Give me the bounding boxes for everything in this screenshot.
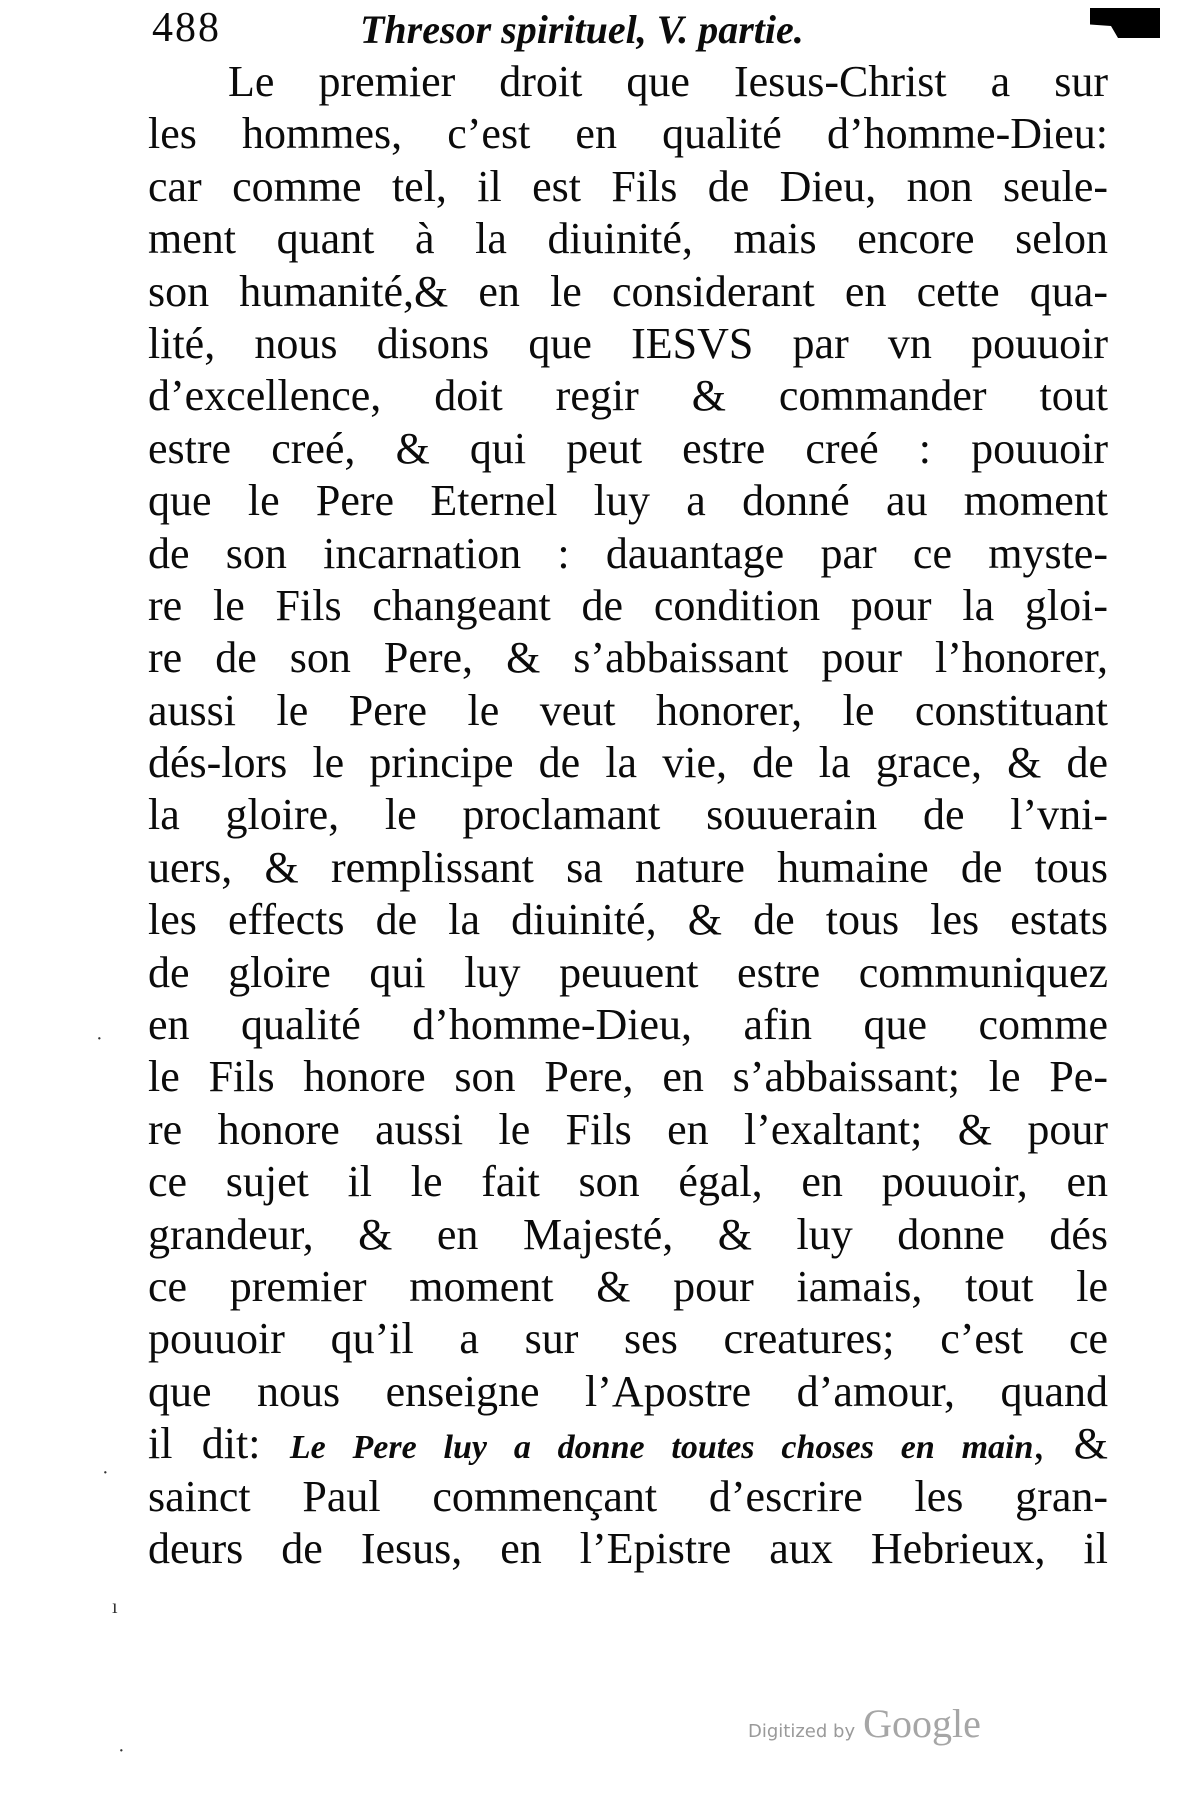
text-line: estre creé, & qui peut estre creé : pouuoir bbox=[148, 423, 1108, 473]
quotation-line bbox=[148, 1418, 1108, 1470]
text-line: en qualité d’homme-Dieu, afin que comme bbox=[148, 1000, 1108, 1050]
ink-blot-icon bbox=[1090, 8, 1160, 38]
quotation-lead: il dit: bbox=[148, 1419, 290, 1469]
text-line: que le Pere Eternel luy a donné au moment bbox=[148, 476, 1108, 526]
text-line: les hommes, c’est en qualité d’homme-Dieu: bbox=[148, 109, 1108, 159]
text-line: la gloire, le proclamant souuerain de l’vni- bbox=[148, 790, 1108, 840]
text-line: d’excellence, doit regir & commander tout bbox=[148, 371, 1108, 421]
text-line: de gloire qui luy peuuent estre communiquez bbox=[148, 947, 1108, 997]
text-line: son humanité,& en le considerant en cette qua- bbox=[148, 266, 1108, 316]
text-line: re de son Pere, & s’abbaissant pour l’honorer, bbox=[148, 633, 1108, 683]
text-line: grandeur, & en Majesté, & luy donne dés bbox=[148, 1209, 1108, 1259]
text-line: deurs de Iesus, en l’Epistre aux Hebrieux, il bbox=[148, 1523, 1108, 1573]
margin-tick-icon: ı bbox=[112, 1596, 118, 1618]
text-line: les effects de la diuinité, & de tous les estats bbox=[148, 895, 1108, 945]
google-watermark bbox=[748, 1700, 981, 1747]
text-line: ce sujet il le fait son égal, en pouuoir, en bbox=[148, 1157, 1108, 1207]
page-header bbox=[140, 4, 1180, 54]
text-line: re le Fils changeant de condition pour la gloi- bbox=[148, 580, 1108, 630]
page-number: 488 bbox=[152, 5, 221, 51]
text-line: que nous enseigne l’Apostre d’amour, quand bbox=[148, 1366, 1108, 1416]
text-line: pouuoir qu’il a sur ses creatures; c’est ce bbox=[148, 1314, 1108, 1364]
watermark-google-logo: Google bbox=[863, 1701, 981, 1746]
text-line: le Fils honore son Pere, en s’abbaissant; le Pe- bbox=[148, 1052, 1108, 1102]
text-line: uers, & remplissant sa nature humaine de tous bbox=[148, 842, 1108, 892]
margin-dot-icon: · bbox=[96, 1028, 103, 1050]
watermark-digitized: Digitized by bbox=[748, 1721, 856, 1742]
body-text bbox=[148, 56, 1108, 1575]
text-line: aussi le Pere le veut honorer, le constituant bbox=[148, 685, 1108, 735]
quotation-tail: , & bbox=[1033, 1419, 1108, 1469]
quotation-italic: Le Pere luy a donne toutes choses en main bbox=[289, 1429, 1034, 1467]
text-line: lité, nous disons que IESVS par vn pouuoir bbox=[148, 318, 1108, 368]
text-line: de son incarnation : dauantage par ce myste- bbox=[148, 528, 1108, 578]
text-line: ce premier moment & pour iamais, tout le bbox=[148, 1261, 1108, 1311]
text-line: ment quant à la diuinité, mais encore selon bbox=[148, 214, 1108, 264]
margin-dot-icon: · bbox=[118, 1740, 125, 1762]
text-line: sainct Paul commençant d’escrire les gran- bbox=[148, 1471, 1108, 1521]
margin-dot-icon: · bbox=[102, 1462, 109, 1484]
text-line: car comme tel, il est Fils de Dieu, non seule- bbox=[148, 161, 1108, 211]
text-line: re honore aussi le Fils en l’exaltant; & pour bbox=[148, 1104, 1108, 1154]
text-line: Le premier droit que Iesus-Christ a sur bbox=[228, 57, 1108, 106]
text-line: dés-lors le principe de la vie, de la grace, & de bbox=[148, 738, 1108, 788]
running-title: Thresor spirituel, V. partie. bbox=[360, 7, 804, 52]
